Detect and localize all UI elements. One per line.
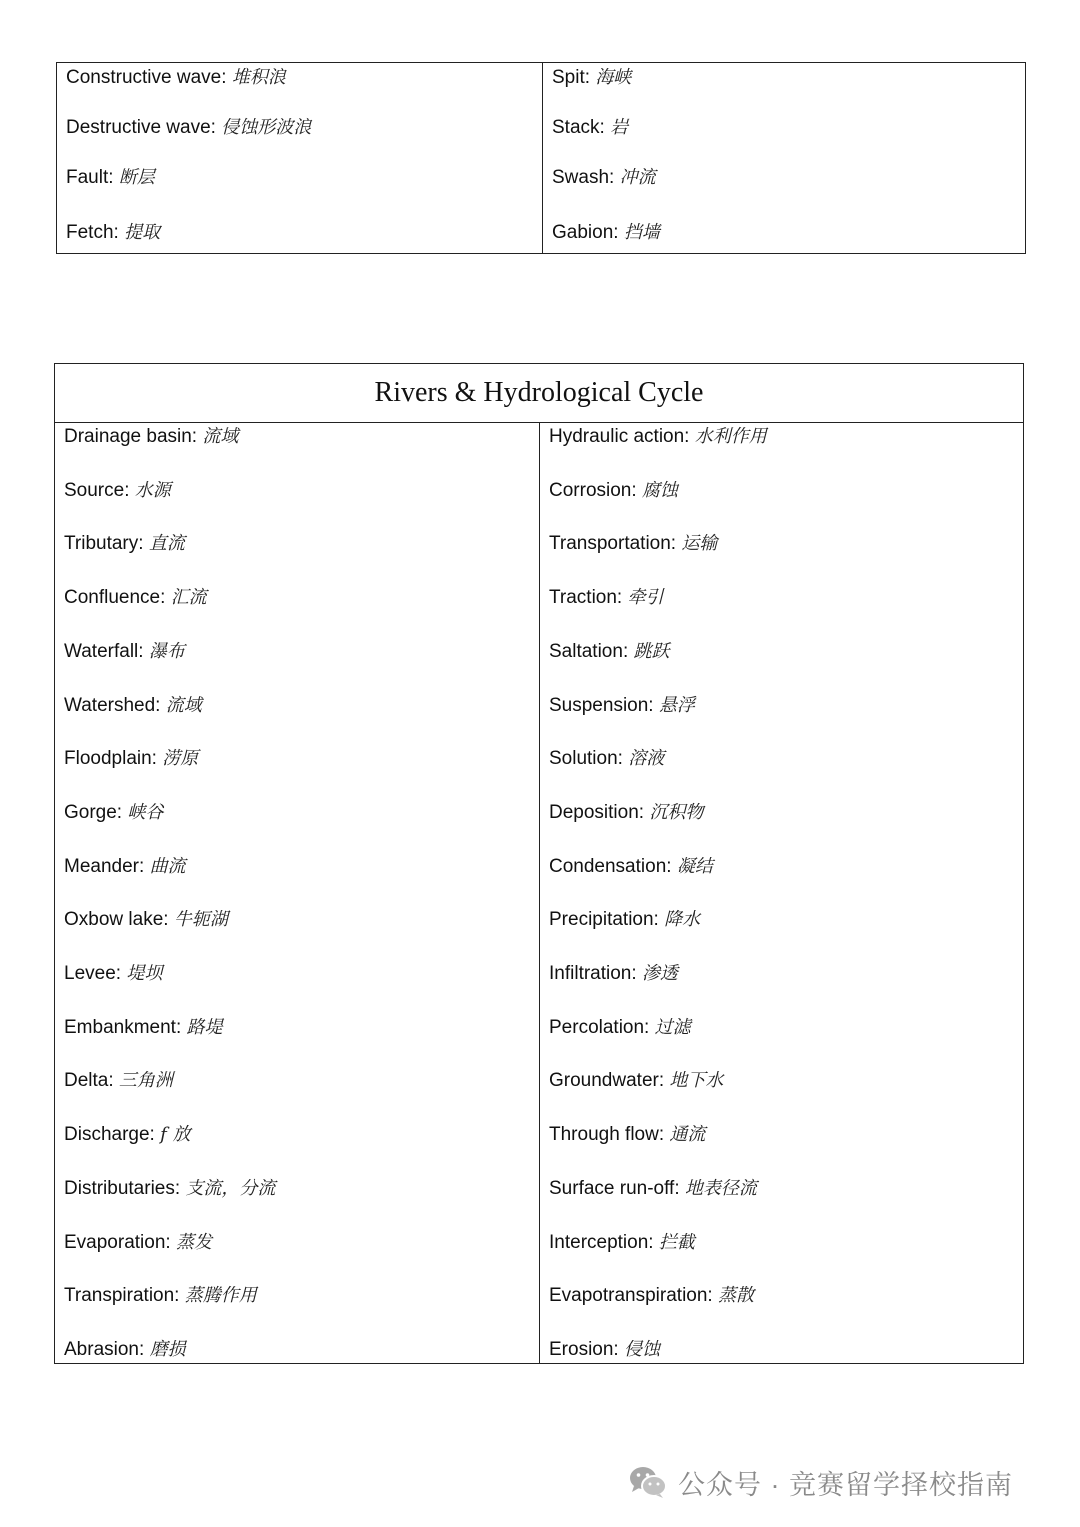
term: Waterfall: [64,640,144,662]
translation: 汇流 [170,587,207,609]
translation: 堤坝 [126,963,163,984]
term: Floodplain: [64,748,157,770]
translation: 牵引 [627,587,664,609]
translation: 涝原 [162,748,199,770]
glossary-entry [64,1231,212,1255]
translation: 侵蚀形波浪 [221,117,312,138]
translation: 峡谷 [127,801,164,823]
term: Meander: [64,855,145,877]
term: Evaporation: [64,1231,171,1253]
translation: 地下水 [669,1070,724,1092]
glossary-entry [64,747,198,771]
wechat-footer [628,1462,1013,1502]
term: Evapotranspiration: [549,1285,713,1307]
glossary-entry [549,855,713,879]
term: Condensation: [549,855,672,877]
term: Traction: [549,587,623,609]
translation: 过滤 [654,1016,691,1038]
table-title: Rivers & Hydrological Cycle [55,364,1023,423]
translation: 沉积物 [649,801,704,823]
glossary-entry [549,532,717,556]
translation: 三角洲 [118,1070,173,1092]
glossary-entry [549,1016,691,1040]
glossary-entry [66,221,160,245]
translation: 曲流 [149,855,186,877]
wechat-icon [628,1465,668,1499]
glossary-entry [64,1069,173,1093]
term: Fetch: [66,222,119,243]
term: Gorge: [64,801,123,823]
rivers-left-column [55,423,540,1363]
translation: 通流 [669,1124,706,1146]
term: Abrasion: [64,1338,145,1360]
term: Watershed: [64,694,161,716]
translation: 瀑布 [148,640,185,662]
translation: 跳跃 [633,640,670,662]
term: Corrosion: [549,479,637,501]
glossary-entry [64,1338,186,1362]
translation: 拦截 [658,1231,695,1253]
glossary-entry [549,1231,695,1255]
glossary-entry [64,694,202,718]
glossary-entry [64,586,207,610]
translation: 流域 [202,426,239,447]
term: Suspension: [549,694,654,716]
coastal-right-column [543,63,1025,253]
term: Saltation: [549,640,629,662]
coastal-left-column [57,63,543,253]
glossary-entry [549,1123,705,1147]
translation: 腐蚀 [641,479,678,501]
translation: 堆积浪 [231,67,286,88]
translation: 磨损 [149,1338,186,1360]
term: Constructive wave: [66,67,227,88]
rivers-table-body [55,423,1023,1363]
glossary-entry [64,1284,257,1308]
term: Distributaries: [64,1177,181,1199]
glossary-entry [549,586,664,610]
glossary-entry [549,694,695,718]
glossary-entry [549,801,703,825]
translation: 岩 [610,117,629,138]
term: Groundwater: [549,1070,665,1092]
term: Transportation: [549,533,677,555]
glossary-entry [552,116,628,140]
glossary-entry [66,66,286,90]
glossary-entry [64,425,238,449]
term: Confluence: [64,587,166,609]
glossary-entry [549,1284,754,1308]
glossary-entry [549,1069,723,1093]
glossary-entry [64,532,185,556]
rivers-terms-table [54,363,1024,1364]
coastal-terms-table [56,62,1026,254]
term: Fault: [66,167,114,188]
term: Levee: [64,963,122,984]
translation: 水源 [134,479,171,501]
translation: 运输 [681,533,718,555]
glossary-entry [552,166,656,190]
translation: 直流 [148,533,185,555]
translation: 渗透 [641,963,678,984]
translation: 支流，分流 [185,1177,276,1199]
glossary-entry [549,962,678,986]
term: Erosion: [549,1338,619,1360]
translation: f 放 [160,1124,191,1146]
term: Interception: [549,1231,654,1253]
term: Hydraulic action: [549,426,690,447]
term: Spit: [552,67,591,88]
glossary-entry [64,1016,223,1040]
term: Percolation: [549,1016,650,1038]
term: Surface run-off: [549,1177,680,1199]
translation: 凝结 [676,855,713,877]
glossary-entry [64,908,228,932]
translation: 挡墙 [623,222,660,243]
translation: 降水 [664,909,701,931]
glossary-entry [64,801,163,825]
translation: 流域 [165,694,202,716]
translation: 冲流 [619,167,656,188]
footer-text: 公众号 · 竞赛留学择校指南 [678,1469,1013,1500]
translation: 侵蚀 [623,1338,660,1360]
translation: 提取 [124,222,161,243]
term: Tributary: [64,533,144,555]
glossary-entry [552,66,631,90]
translation: 蒸发 [175,1231,212,1253]
translation: 溶液 [628,748,665,770]
translation: 路堤 [186,1016,223,1038]
glossary-entry [549,908,700,932]
translation: 断层 [118,167,155,188]
translation: 蒸散 [718,1285,754,1307]
term: Infiltration: [549,963,637,984]
glossary-entry [64,1177,275,1201]
translation: 水利作用 [694,426,767,447]
term: Through flow: [549,1124,665,1146]
term: Drainage basin: [64,426,198,447]
term: Swash: [552,167,615,188]
term: Oxbow lake: [64,909,169,931]
term: Source: [64,479,130,501]
translation: 悬浮 [658,694,695,716]
glossary-entry [549,747,664,771]
term: Stack: [552,117,605,138]
term: Discharge: [64,1124,155,1146]
term: Gabion: [552,222,619,243]
term: Delta: [64,1070,114,1092]
glossary-entry [549,425,767,449]
term: Precipitation: [549,909,659,931]
glossary-entry [64,1123,191,1147]
term: Destructive wave: [66,117,216,138]
glossary-entry [549,640,670,664]
glossary-entry [66,166,155,190]
glossary-entry [64,962,162,986]
translation: 蒸腾作用 [184,1285,257,1307]
glossary-entry [64,855,186,879]
rivers-right-column [540,423,1023,1363]
glossary-entry [64,479,171,503]
glossary-entry [549,479,678,503]
glossary-entry [549,1338,660,1362]
term: Solution: [549,748,623,770]
translation: 海峡 [595,67,632,88]
glossary-entry [552,221,660,245]
term: Transpiration: [64,1285,180,1307]
glossary-entry [64,640,185,664]
term: Embankment: [64,1016,182,1038]
glossary-entry [549,1177,757,1201]
term: Deposition: [549,801,645,823]
translation: 地表径流 [684,1177,757,1199]
translation: 牛轭湖 [173,909,228,931]
glossary-entry [66,116,311,140]
